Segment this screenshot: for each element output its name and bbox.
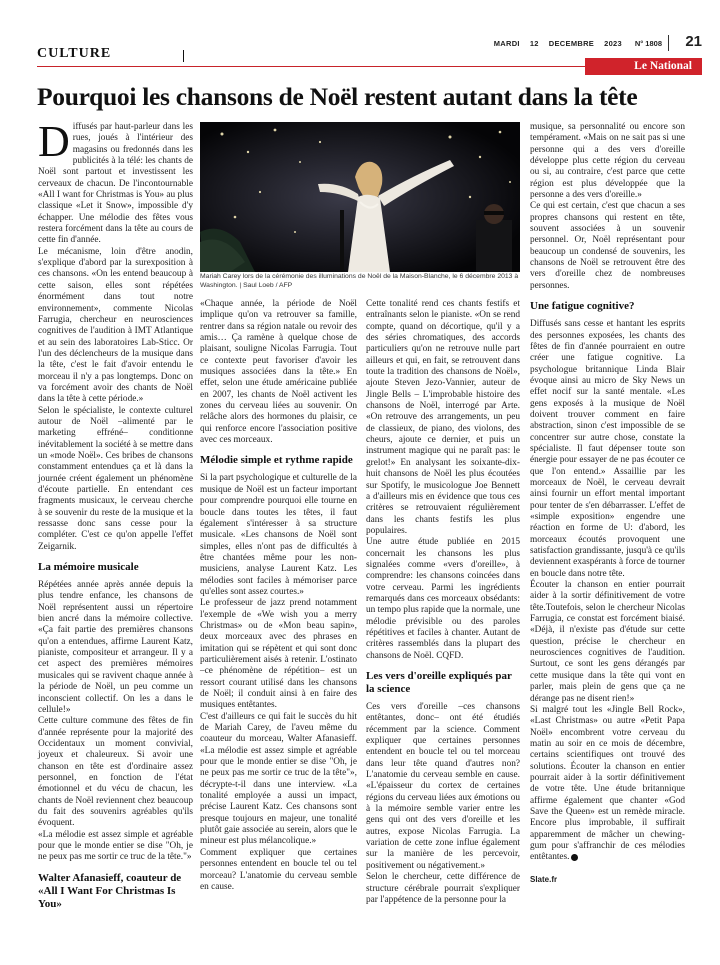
brand-label: Le National <box>585 58 702 75</box>
paragraph: Une autre étude publiée en 2015 concernait les chansons les plus signalées comme «vers d'oreille», à comprendre: les chansons coincées dans votre cerveau. Parmi les ingrédients remarqués dans ces morceaux obsédants: un tempo plus rapide que la normale, une mélodie prévisible ou des paroles répétitives et faciles à chanter. Autant de critères rassemblés dans la plupart des chansons de Noël. CQFD. <box>366 537 520 661</box>
date-day: MARDI <box>493 39 520 48</box>
paragraph: Le mécanisme, loin d'être anodin, s'explique d'abord par la surexposition à ces chansons. «On les entend beaucoup à cette saison, elles sont répétées énormément dans tout notre environnement», commente Nicolas Farrugia, chercheur en neurosciences cognitives de l'audition à IMT Atlantique et au sein des laboratoires Lab-Sticc. Or l'un des déclencheurs de la musique dans la tête, c'est le fait d'avoir entendu le morceau il n'y a pas longtemps. Donc on va forcément avoir des chants de Noël dans la tête à cette période.» <box>38 246 193 405</box>
subheading: Mélodie simple et rythme rapide <box>200 454 353 467</box>
section-label: CULTURE <box>37 46 112 61</box>
paragraph: «La mélodie est assez simple et agréable pour que le monde entier se dise "Oh, je ne peux pas me sortir ce truc de la tête."» <box>38 829 193 863</box>
paragraph: «Chaque année, la période de Noël implique qu'on va retrouver sa famille, rentrer dans sa région natale ou revoir des amis… Ça ramène à quelque chose de plaisant, souligne Nicolas Farrugia. Tout ce contexte peut favoriser d'avoir les musiques associées dans la tête.» En effet, selon une étude américaine publiée en 2007, les chants de Noël activent les zones du cerveau liées au souvenir. On relâche alors des hormones du plaisir, ce qui renforce encore l'association positive avec ces morceaux. <box>200 299 357 446</box>
article-photo <box>200 122 520 272</box>
article-title: Pourquoi les chansons de Noël restent autant dans la tête <box>37 82 638 111</box>
article-column-4 <box>530 122 685 885</box>
paragraph: Diffusés sans cesse et hantant les esprits des personnes exposées, les chants des fêtes de fin d'année pourraient en outre créer une fatigue cognitive. La psychologue britannique Linda Blair évoque ainsi au micro de Sky News un effet nocif sur la santé mentale. «Les gens exposés à la musique de Noël doivent trouver comment en faire abstraction, sinon c'est impossible de se concentrer sur autre chose, constate la spécialiste. Il faut dépenser toute son énergie pour essayer de ne pas écouter ce que l'on entend.» Assaillie par les morceaux de Noël, le cerveau devrait ainsi fournir un effort mental important pour tenter de s'en débarrasser. L'effet de «simple exposition» engendre une réaction en forme de U: d'abord, les morceaux écoutés provoquent une satisfaction grandissante, jusqu'à ce qu'ils deviennent exaspérants à force de tourner en boucle dans notre tête. <box>530 319 685 579</box>
page-number: 21 <box>685 33 702 50</box>
paragraph: C'est d'ailleurs ce qui fait le succès du hit de Mariah Carey, de l'aveu même du coauteur du morceau, Walter Afanasieff. «La mélodie est assez simple et agréable pour que le monde entier se dise "Oh, je ne peux pas me sortir ce truc de la tête"», décrypte-t-il dans une interview. «La tonalité employée a aussi un impact, précise Laurent Katz. Ces chansons sont presque toujours en majeur, une tonalité plutôt gaie associée au serein, alors que le mineur est plus mélancolique.» <box>200 711 357 847</box>
paragraph: Répétées année après année depuis la plus tendre enfance, les chansons de Noël représentent aussi un répertoire bien ancré dans la mémoire collective. «Ça fait partie des premières chansons qu'on a entendues, affirme Laurent Katz, pianiste, compositeur et arrangeur. Il y a cet aspect des premières mémoires musicales qui se ravivent chaque année à la période de Noël, un peu comme un inconscient collectif. On les a dans le cellule!» <box>38 580 193 715</box>
date-year: 2023 <box>604 39 622 48</box>
article-column-1 <box>38 117 193 917</box>
paragraph: iffusés par haut-parleur dans les rues, joués à l'intérieur des magasins ou fredonnés dans les publicités à la télé: les chants de Noël sont partout et investissent les cerveaux de chacun. De l'incontournable «All I want for Christmas is You» au plus classique «Let it Snow», impossible d'y échapper. Une mélodie des fêtes vous restera forcément dans la tête au cours de cette fin d'année. <box>38 122 193 246</box>
photo-caption: Mariah Carey lors de la cérémonie des illuminations de Noël de la Maison-Blanche, le 6 décembre 2013 à Washington. | Saul Loeb / AFP <box>200 273 519 289</box>
paragraph: Ces vers d'oreille –ces chansons entêtantes, donc– ont été étudiés récemment par la science. Comment expliquer que certaines personnes entendent en boucle tel ou tel morceau dans leur tête quand d'autres non? L'anatomie du cerveau semble en cause. «L'épaisseur du cortex de certaines régions du cerveau liées aux émotions ou à la mémoire semble varier entre les gens qui ont des vers d'oreille et les autres, expose Nicolas Farrugia. La variation de cette zone influe également sur la manière de les percevoir, positivement ou négativement.» <box>366 702 520 871</box>
paragraph: Selon le chercheur, cette différence de structure cérébrale pourrait s'expliquer par l'appétence de la personne pour la <box>366 872 520 905</box>
dateline <box>484 39 622 48</box>
paragraph: Si la part psychologique et culturelle de la musique de Noël est un facteur important pour comprendre pourquoi elle tourne en boucle dans toutes les têtes, il faut également s'intéresser à sa structure musicale. «Les chansons de Noël sont simples, elles n'ont pas de difficultés à être chantées même pour les non-musiciens, analyse Laurent Katz. Les mélodies sont faciles à mémoriser parce qu'elles sont assez courtes.» <box>200 473 357 597</box>
end-mark-icon <box>571 854 578 861</box>
paragraph: Ce qui est certain, c'est que chacun a ses propres chansons qui restent en tête, souvent associées à un souvenir personnel. Or, Noël représentant pour beaucoup un condensé de souvenirs, les chansons de Noël se retrouvent être des vers d'oreille chez de nombreuses personnes. <box>530 201 685 291</box>
page-header <box>37 30 702 70</box>
paragraph: Si malgré tout les «Jingle Bell Rock», «Last Christmas» ou autre «Petit Papa Noël» encombrent votre cerveau du matin au soir en ce mois de décembre, certains scientifiques ont trouvé des solutions. Écouter la chanson en entier pourrait aider à la sortir définitivement de votre tête. Une étude britannique affirme également que chanter «God Save the Queen» est un remède miracle. Encore plus improbable, il suffirait apparemment de mâcher un chewing-gum pour s'affranchir de ces mélodies entêtantes. <box>530 704 685 863</box>
issue-number: N° 1808 <box>634 39 662 48</box>
paragraph: Cette culture commune des fêtes de fin d'année représente pour la majorité des Occidentaux un moment convivial, joyeux et chaleureux. Si avoir une chanson en tête est d'ordinaire assez personnel, en fonction de l'état émotionnel et du vécu de chacun, les chants de Noël reviennent chez beaucoup du fait des souvenirs agréables qu'ils évoquent. <box>38 716 193 829</box>
paragraph: musique, sa personnalité ou encore son tempérament. «Mais on ne sait pas si une personne qui a des vers d'oreille développe plus cette région du cerveau ou si, au contraire, c'est parce que cette région est plus développée que la personne a des vers d'oreille.» <box>530 122 685 201</box>
paragraph: Comment expliquer que certaines personnes entendent en boucle tel ou tel morceau? L'anatomie du cerveau semble en cause. <box>200 847 357 892</box>
section-divider <box>183 50 184 62</box>
article-column-2 <box>200 299 357 893</box>
subheading: La mémoire musicale <box>38 561 139 574</box>
subheading: Une fatigue cognitive? <box>530 300 635 313</box>
subheading: Les vers d'oreille expliqués par la science <box>366 670 512 695</box>
paragraph: Selon le spécialiste, le contexte culturel autour de Noël –alimenté par le marketing effréné– conditionne inévitablement la société à se mettre dans un «mode Noël». Ces bribes de chansons constamment entendues ça et là dans la journée créent également un phénomène d'écoute partielle. En entendant ces fragments musicaux, le cerveau cherche à se souvenir du reste de la musique et la ressasse donc sans cesse pour la compléter. C'est ce qu'on appelle l'effet Zeigarnik. <box>38 405 193 552</box>
paragraph: Cette tonalité rend ces chants festifs et entraînants selon le pianiste. «On se rend compte, quand on décortique, qu'il y a des séries chromatiques, des accords particuliers qu'on ne retrouve nulle part ailleurs et qui, en fait, se retrouvent dans toute la tradition des chansons de Noël», ajoute Steven Jezo-Vannier, auteur de Jingle Bells – L'improbable histoire des chansons de Noël, interrogé par Arte. «On retrouve des arrangements, un peu de classieux, de piano, des violons, des cheurs, ajoute ce dernier, et puis un instrument magique qui ne paraît pas: le grelot!» En analysant les soixante-dix-huit chansons de Noël les plus écoutées sur Spotify, le musicologue Joe Bennett a d'ailleurs mis en évidence que tous ces critères se retrouvaient régulièrement dans les chants festifs les plus populaires. <box>366 299 520 536</box>
mariah-carey-photo-illustration <box>200 122 520 272</box>
paragraph: Écouter la chanson en entier pourrait aider à la sortir définitivement de votre tête.Toutefois, selon le chercheur Nicolas Farrugia, ce constat est forcément biaisé. «Déjà, il n'existe pas d'étude sur cette question, précise le chercheur en neurosciences cognitives de l'audition. Surtout, ce sont les gens dérangés par cette musique dans la tête qui vont en parler, mais plein de gens que ça ne dérange pas ne disent rien!» <box>530 580 685 704</box>
quote-attribution: Walter Afanasieff, coauteur de «All I Want For Christmas Is You» <box>38 871 182 910</box>
paragraph: Le professeur de jazz prend notamment l'exemple de «We wish you a merry Christmas» ou de «Mon beau sapin», deux morceaux avec des phrases en imitation qui se répètent et qui sont donc particulièrement aisés à retenir. L'ostinato –ce phénomène de répétition– est un ressort courant utilisé dans les chansons de Noël; il conduit ainsi à en faire des musiques entêtantes. <box>200 598 357 711</box>
date-number: 12 <box>529 39 539 48</box>
source-credit: Slate.fr <box>530 874 558 884</box>
date-month: DECEMBRE <box>548 39 595 48</box>
page-number-divider <box>668 35 669 51</box>
drop-cap: D <box>38 117 70 166</box>
article-column-3 <box>366 299 520 906</box>
